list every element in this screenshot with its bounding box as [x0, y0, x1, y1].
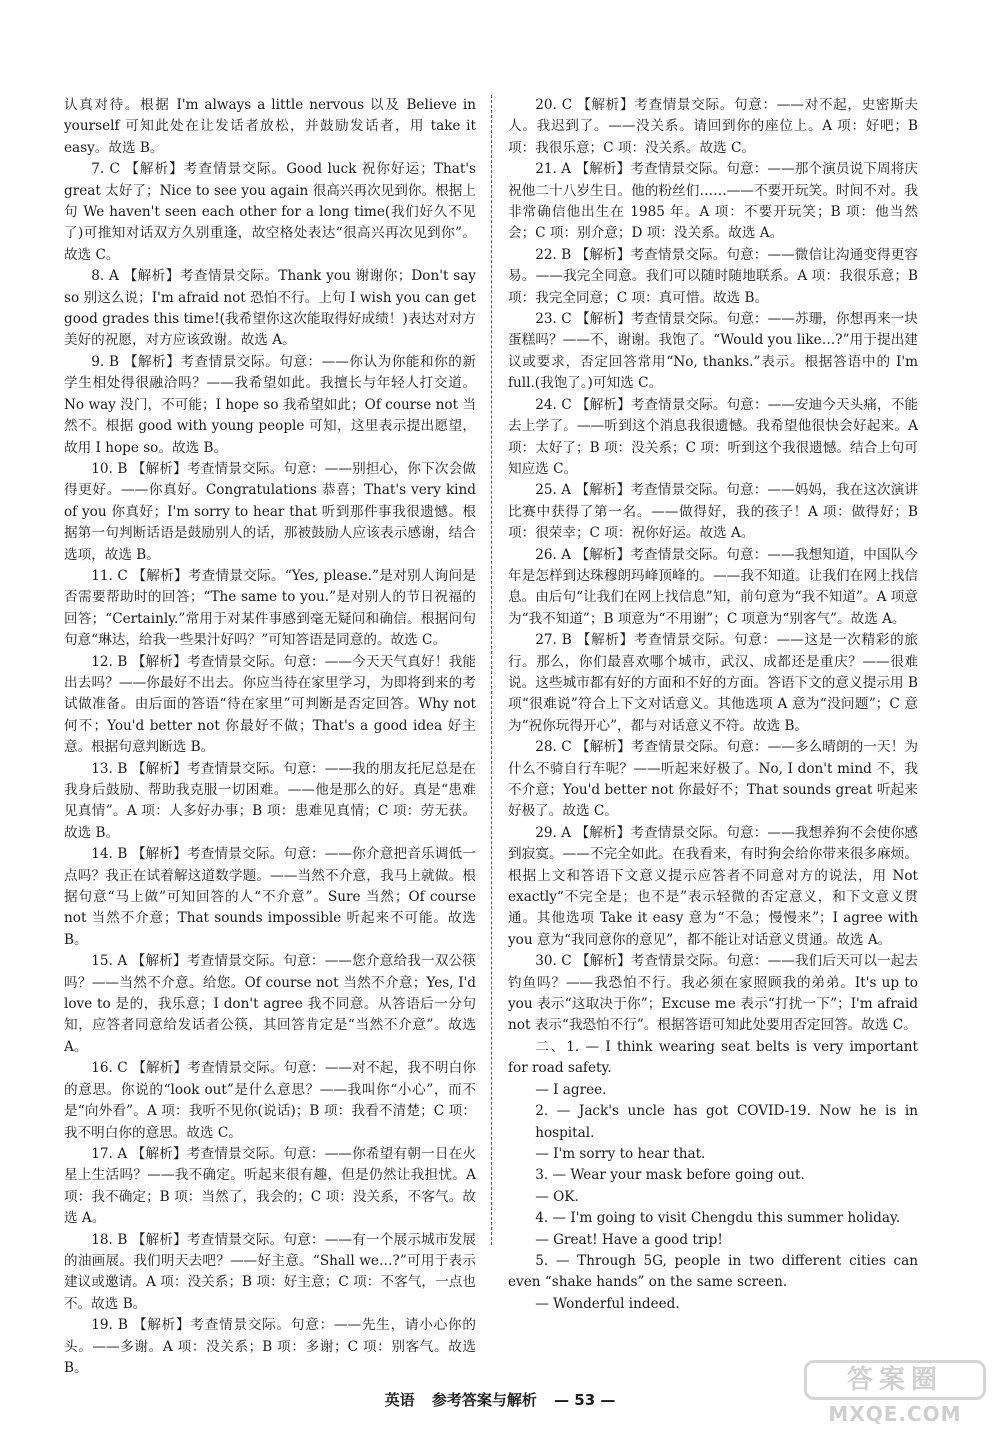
answer-paragraph: 27. B 【解析】考查情景交际。句意：——这是一次精彩的旅行。那么，你们最喜欢哪个城市，武汉、成都还是重庆？——很难说。这些城市都有好的方面和不好的方面。答语下文的意义提示用 B 项“很难说”符合上下文对话意义。其他选项 A 意为“没问题”；C 意为“祝你玩得开心”，都与对话意义不符。故选 B。 — [508, 632, 918, 734]
answer-paragraph: 12. B 【解析】考查情景交际。句意：——今天天气真好！我能出去吗？——你最好不出去。你应当待在家里学习，为即将到来的考试做准备。由后面的答语“待在家里”可判断是否定回答。Why not 何不；You'd better not 你最好不做；That's a good idea 好主意。根据句意判断选 B。 — [64, 653, 476, 756]
answer-paragraph: 22. B 【解析】考查情景交际。句意：——微信让沟通变得更容易。——我完全同意。我们可以随时随地联系。A 项：我很乐意；B 项：我完全同意；C 项：真可惜。故选 B。 — [508, 246, 918, 306]
watermark-logo — [804, 1360, 986, 1426]
dialogue-line: 2. — Jack's uncle has got COVID-19. Now he is in hospital. — [535, 1103, 918, 1141]
left-column — [64, 95, 476, 1379]
dialogue-line: 二、1. — I think wearing seat belts is very important for road safety. — [508, 1038, 918, 1077]
answer-paragraph: 8. A 【解析】考查情景交际。Thank you 谢谢你；Don't say so 别这么说；I'm afraid not 恐怕不行。上句 I wish you can get good grades this time!(我希望你这次能取得好成绩！)表达对对方美好的祝愿，对方应该致谢。故选 A。 — [64, 268, 476, 349]
dialogue-reply: — I'm sorry to hear that. — [535, 1145, 706, 1162]
section-two-dialogues — [508, 1037, 918, 1315]
answer-paragraph: 11. C 【解析】考查情景交际。“Yes, please.”是对别人询问是否需要帮助时的回答；“The same to you.”是对别人的节日祝福的回答；“Certainly.”常用于对某件事感到毫无疑问和确信。根据问句句意“琳达，给我一些果汁好吗？”可知答语是同意的。故选 C。 — [64, 567, 476, 649]
dialogue-reply: — Great! Have a good trip! — [535, 1231, 723, 1248]
answer-paragraph: 24. C 【解析】考查情景交际。句意：——安迪今天头痛，不能去上学了。——听到这个消息我很遗憾。我希望他很快会好起来。A 项：太好了；B 项：没关系；C 项：听到这个我很遗憾。结合上句可知应选 C。 — [508, 396, 918, 477]
answer-paragraph: 认真对待。根据 I'm always a little nervous 以及 Believe in yourself 可知此处在让发话者放松，并鼓励发话者，用 take it easy。故选 B。 — [64, 97, 476, 156]
dialogue-reply: — OK. — [535, 1188, 579, 1205]
answer-paragraph: 29. A 【解析】考查情景交际。句意：——我想养狗不会使你感到寂寞。——不完全如此。在我看来，有时狗会给你带来很多麻烦。根据上文和答语下文意义提示应答者不同意对方的说法，用 Not exactly“不完全是；也不是”表示轻微的否定意义，和下文意义贯通。其他选项 Take it easy 意为“不急；慢慢来”；I agree with you 意为“我同意你的意见”，都不能让对话意义贯通。故选 A。 — [508, 824, 918, 948]
answer-paragraph: 28. C 【解析】考查情景交际。句意：——多么晴朗的一天！为什么不骑自行车呢？——听起来好极了。No, I don't mind 不，我不介意；You'd better not 你最好不；That sounds great 听起来好极了。故选 C。 — [508, 739, 918, 820]
dialogue-line: 4. — I'm going to visit Chengdu this summer holiday. — [535, 1210, 901, 1227]
answer-paragraph: 18. B 【解析】考查情景交际。句意：——有一个展示城市发展的油画展。我们明天去吧？——好主意。“Shall we…?”可用于表示建议或邀请。A 项：没关系；B 项：好主意；C 项：不客气，一点也不。故选 B。 — [64, 1231, 476, 1312]
page-number: — 53 — — [554, 1391, 616, 1409]
answer-paragraph: 14. B 【解析】考查情景交际。句意：——你介意把音乐调低一点吗？我正在试着解这道数学题。——当然不介意，我马上就做。根据句意“马上做”可知回答的人“不介意”。Sure 当然；Of course not 当然不介意；That sounds impossible 听起来不可能。故选 B。 — [64, 846, 476, 948]
answer-paragraph: 17. A 【解析】考查情景交际。句意：——你希望有朝一日在火星上生活吗？——我不确定。听起来很有趣，但是仍然让我担忧。A 项：我不确定；B 项：当然了，我会的；C 项：没关系，不客气。故选 A。 — [64, 1145, 476, 1227]
answer-paragraph: 25. A 【解析】考查情景交际。句意：——妈妈，我在这次演讲比赛中获得了第一名。——做得好，我的孩子！A 项：做得好；B 项：很荣幸；C 项：祝你好运。故选 A。 — [508, 482, 918, 542]
answer-paragraph: 20. C 【解析】考查情景交际。句意：——对不起，史密斯夫人。我迟到了。——没关系。请回到你的座位上。A 项：好吧；B 项：我很乐意；C 项：没关系。故选 C。 — [508, 97, 918, 156]
answer-paragraph: 23. C 【解析】考查情景交际。句意：——苏珊，你想再来一块蛋糕吗？——不，谢谢。我饱了。“Would you like…?”用于提出建议或要求，否定回答常用“No, thanks.”表示。根据答语中的 I'm full.(我饱了。)可知选 C。 — [508, 311, 918, 392]
answer-paragraph: 7. C 【解析】考查情景交际。Good luck 祝你好运；That's great 太好了；Nice to see you again 很高兴再次见到你。根据上句 We haven't seen each other for a long time(我们好久不见了)可推知对话双方久别重逢，故空格处表达“很高兴再次见到你”。故选 C。 — [64, 161, 476, 263]
footer-title: 参考答案与解析 — [431, 1391, 537, 1409]
footer-subject: 英语 — [384, 1391, 415, 1409]
answer-paragraph: 9. B 【解析】考查情景交际。句意：——你认为你能和你的新学生相处得很融洽吗？——我希望如此。我擅长与年轻人打交道。No way 没门，不可能；I hope so 我希望如此；Of course not 当然不。根据 good with young people 可知，这里表示提出愿望，故用 I hope so。故选 B。 — [64, 353, 476, 456]
watermark-logo-text: 答案圈 — [804, 1360, 986, 1400]
dialogue-line: 3. — Wear your mask before going out. — [535, 1167, 805, 1184]
answer-paragraph: 30. C 【解析】考查情景交际。句意：——我们后天可以一起去钓鱼吗？——我恐怕不行。我必须在家照顾我的弟弟。It's up to you 表示“这取决于你”；Excuse me 表示“打扰一下”；I'm afraid not 表示“我恐怕不行”。根据答语可知此处要用否定回答。故选 C。 — [508, 953, 918, 1034]
dialogue-reply: — Wonderful indeed. — [535, 1295, 680, 1312]
answer-paragraph: 13. B 【解析】考查情景交际。句意：——我的朋友托尼总是在我身后鼓励、帮助我克服一切困难。——他是那么的好。真是“患难见真情”。A 项：人多好办事；B 项：患难见真情；C 项：劳无获。故选 B。 — [64, 760, 476, 841]
answer-paragraph: 15. A 【解析】考查情景交际。句意：——您介意给我一双公筷吗？——当然不介意。给您。Of course not 当然不介意；Yes, I'd love to 是的，我乐意；I don't agree 我不同意。从答语后一分句知，应答者同意给发话者公筷，其回答肯定是“当然不介意”。故选 A。 — [64, 953, 476, 1055]
dialogue-line: 5. — Through 5G, people in two different cities can even “shake hands” on the same screen. — [508, 1252, 918, 1291]
column-divider — [491, 95, 492, 1245]
answer-paragraph: 19. B 【解析】考查情景交际。句意：——先生，请小心你的头。——多谢。A 项：没关系；B 项：多谢；C 项：别客气。故选 B。 — [64, 1317, 476, 1376]
answer-paragraph: 26. A 【解析】考查情景交际。句意：——我想知道，中国队今年是怎样到达珠穆朗玛峰顶峰的。——我不知道。让我们在网上找信息。由后句“让我们在网上找信息”知，前句意为“我不知道”。A 项意为“我不知道”；B 项意为“不用谢”；C 项意为“别客气”。故选 A。 — [508, 546, 918, 627]
answer-paragraph: 10. B 【解析】考查情景交际。句意：——别担心，你下次会做得更好。——你真好。Congratulations 恭喜；That's very kind of you 你真好；I'm sorry to hear that 听到那件事我很遗憾。根据第一句判断话语是鼓励别人的话，那被鼓励人应该表示感谢，结合选项，故选 B。 — [64, 460, 476, 563]
answer-paragraph: 21. A 【解析】考查情景交际。句意：——那个演员说下周将庆祝他二十八岁生日。他的粉丝们……——不要开玩笑。时间不对。我非常确信他出生在 1985 年。A 项：不要开玩笑；B 项：他当然会；C 项：别介意；D 项：没关系。故选 A。 — [508, 161, 918, 242]
answer-paragraph: 16. C 【解析】考查情景交际。句意：——对不起，我不明白你的意思。你说的“look out”是什么意思？——我叫你“小心”，而不是“向外看”。A 项：我听不见你(说话)；B 项：我看不清楚；C 项：我不明白你的意思。故选 C。 — [64, 1060, 476, 1141]
right-column — [508, 95, 918, 1315]
dialogue-reply: — I agree. — [535, 1081, 607, 1098]
watermark-url: MXQE.COM — [828, 1402, 962, 1426]
